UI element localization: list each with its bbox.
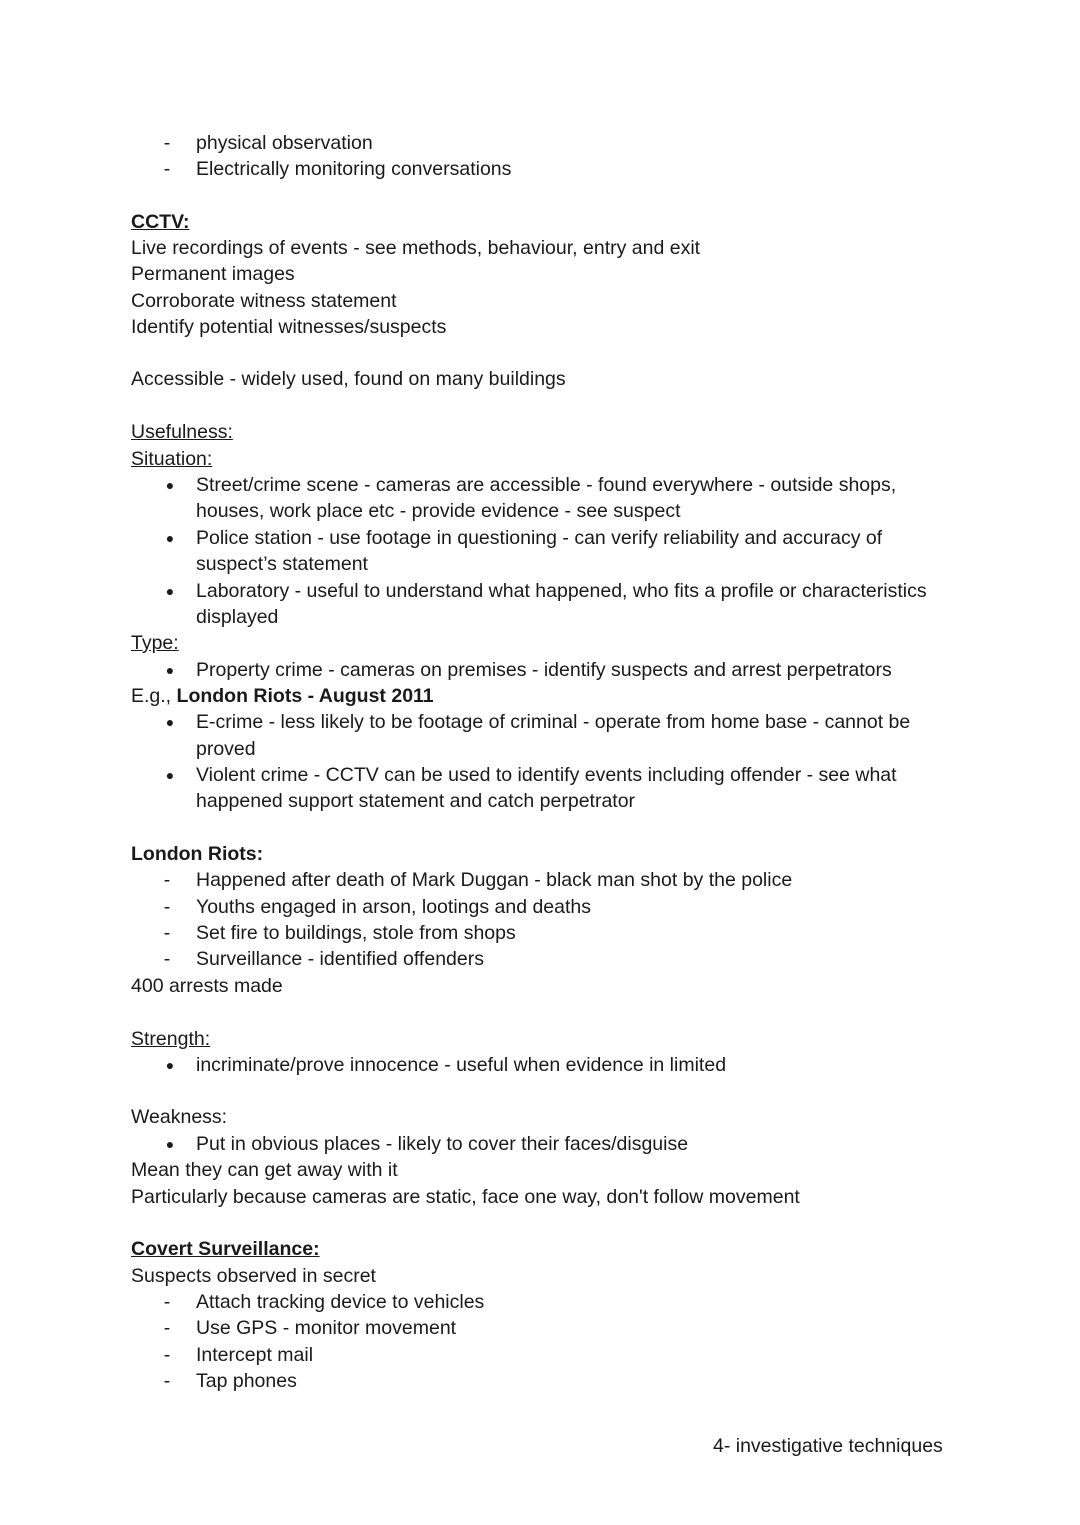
- dash-marker: -: [163, 948, 171, 970]
- example-prefix: E.g.,: [131, 685, 177, 707]
- london-riots-heading: London Riots:: [131, 843, 264, 865]
- usefulness-heading: Usefulness:: [131, 421, 233, 443]
- cctv-point: Corroborate witness statement: [131, 290, 397, 312]
- example-bold: London Riots - August 2011: [176, 685, 434, 707]
- list-item: Happened after death of Mark Duggan - black man shot by the police: [196, 869, 793, 891]
- cctv-point: Permanent images: [131, 263, 295, 285]
- weakness-line: Particularly because cameras are static, face one way, don't follow movement: [131, 1186, 800, 1208]
- strength-bullet: incriminate/prove innocence - useful when evidence in limited: [196, 1054, 727, 1076]
- page-footer: 4- investigative techniques: [713, 1435, 943, 1457]
- list-item: Electrically monitoring conversations: [196, 158, 512, 180]
- bullet-marker: ●: [165, 662, 175, 678]
- situation-bullet: Laboratory - useful to understand what happened, who fits a profile or characteristics: [196, 580, 927, 602]
- example-line: [131, 683, 434, 709]
- situation-heading: Situation:: [131, 448, 213, 470]
- dash-marker: -: [163, 1344, 171, 1366]
- covert-heading: Covert Surveillance:: [131, 1238, 320, 1260]
- list-item: Use GPS - monitor movement: [196, 1317, 457, 1339]
- situation-bullet-cont: displayed: [196, 606, 279, 628]
- situation-bullet-cont: suspect’s statement: [196, 553, 368, 575]
- type-bullet: Property crime - cameras on premises - identify suspects and arrest perpetrators: [196, 659, 892, 681]
- covert-intro: Suspects observed in secret: [131, 1265, 376, 1287]
- cctv-point: Identify potential witnesses/suspects: [131, 316, 447, 338]
- bullet-marker: ●: [165, 1057, 175, 1073]
- list-item: Intercept mail: [196, 1344, 314, 1366]
- weakness-bullet: Put in obvious places - likely to cover their faces/disguise: [196, 1133, 689, 1155]
- list-item: physical observation: [196, 132, 373, 154]
- dash-marker: -: [163, 1291, 171, 1313]
- situation-bullet: Street/crime scene - cameras are accessible - found everywhere - outside shops,: [196, 474, 897, 496]
- list-item: Attach tracking device to vehicles: [196, 1291, 485, 1313]
- strength-heading: Strength:: [131, 1028, 211, 1050]
- type-bullet: E-crime - less likely to be footage of criminal - operate from home base - cannot be: [196, 711, 911, 733]
- type-bullet-cont: happened support statement and catch perpetrator: [196, 790, 636, 812]
- situation-bullet-cont: houses, work place etc - provide evidence - see suspect: [196, 500, 681, 522]
- bullet-marker: ●: [165, 767, 175, 783]
- weakness-line: Mean they can get away with it: [131, 1159, 398, 1181]
- bullet-marker: ●: [165, 583, 175, 599]
- arrests-line: 400 arrests made: [131, 975, 283, 997]
- cctv-accessible: Accessible - widely used, found on many buildings: [131, 368, 566, 390]
- cctv-heading: CCTV:: [131, 211, 190, 233]
- cctv-point: Live recordings of events - see methods, behaviour, entry and exit: [131, 237, 701, 259]
- list-item: Youths engaged in arson, lootings and deaths: [196, 896, 592, 918]
- situation-bullet: Police station - use footage in questioning - can verify reliability and accuracy of: [196, 527, 883, 549]
- bullet-marker: ●: [165, 477, 175, 493]
- dash-marker: -: [163, 158, 171, 180]
- bullet-marker: ●: [165, 1136, 175, 1152]
- dash-marker: -: [163, 922, 171, 944]
- type-bullet-cont: proved: [196, 738, 256, 760]
- list-item: Set fire to buildings, stole from shops: [196, 922, 516, 944]
- list-item: Tap phones: [196, 1370, 297, 1392]
- dash-marker: -: [163, 1317, 171, 1339]
- weakness-heading: Weakness:: [131, 1106, 228, 1128]
- type-heading: Type:: [131, 632, 179, 654]
- dash-marker: -: [163, 132, 171, 154]
- dash-marker: -: [163, 1370, 171, 1392]
- bullet-marker: ●: [165, 714, 175, 730]
- bullet-marker: ●: [165, 530, 175, 546]
- dash-marker: -: [163, 896, 171, 918]
- type-bullet: Violent crime - CCTV can be used to identify events including offender - see what: [196, 764, 897, 786]
- list-item: Surveillance - identified offenders: [196, 948, 484, 970]
- dash-marker: -: [163, 869, 171, 891]
